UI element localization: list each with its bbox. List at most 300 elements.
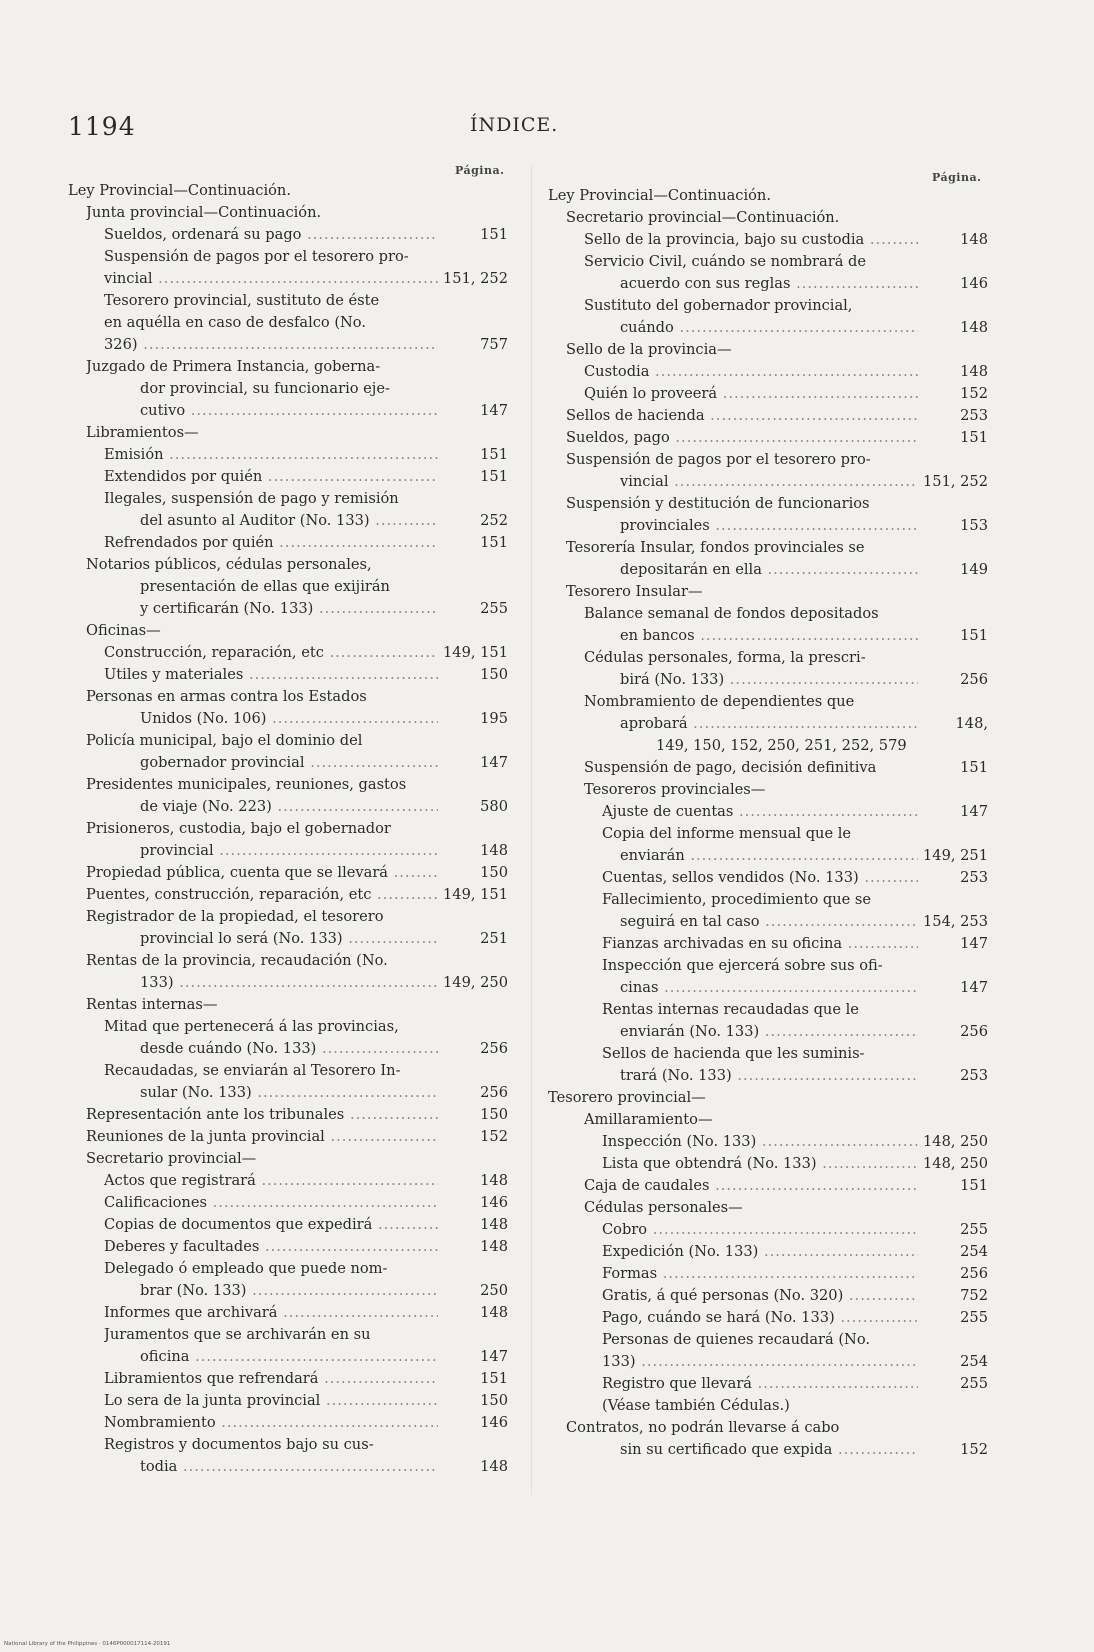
entry-text: sular (No. 133) ..... [140,1082,438,1104]
index-entry [548,471,988,493]
entry-text: brar (No. 133) ..... [140,1280,438,1302]
index-entry [548,999,988,1021]
index-entry [548,361,988,383]
entry-text: Sellos de hacienda que les suminis- [602,1045,865,1062]
index-entry [548,1307,988,1329]
index-entry [548,1065,988,1087]
entry-text: Construcción, reparación, etc ..... [104,642,438,664]
entry-text: Recaudadas, se enviarán al Tesorero In- [104,1062,401,1079]
entry-page-ref: 153 [956,515,988,537]
entry-text: Suspensión y destitución de funcionarios [566,495,870,512]
entry-text: Caja de caudales ..... [584,1175,918,1197]
entry-page-ref: 255 [956,1373,988,1395]
entry-text: Reuniones de la junta provincial ..... [86,1126,438,1148]
entry-page-ref: 256 [956,1263,988,1285]
entry-text: Sello de la provincia— [566,341,732,358]
index-entry [548,1109,988,1131]
index-entry [548,977,988,999]
index-entry [68,884,508,906]
index-entry [548,1373,988,1395]
entry-page-ref: 150 [476,1390,508,1412]
entry-text: aprobará ..... [620,713,918,735]
entry-page-ref: 148, [952,713,989,735]
entry-text: Libramientos— [86,424,199,441]
entry-text: Lo sera de la junta provincial ..... [104,1390,438,1412]
entry-text: desde cuándo (No. 133) ..... [140,1038,438,1060]
entry-text: todia ..... [140,1456,438,1478]
index-entry [548,537,988,559]
index-entry [548,845,988,867]
index-entry [68,268,508,290]
index-entry [68,444,508,466]
entry-page-ref: 148 [476,1170,508,1192]
entry-text: cinas ..... [620,977,918,999]
index-entry [68,620,508,642]
entry-page-ref: 154, 253 [919,911,988,933]
index-entry [68,246,508,268]
entry-page-ref: 151 [476,1368,508,1390]
entry-page-ref: 253 [956,867,988,889]
index-entry [68,1258,508,1280]
index-entry [548,427,988,449]
index-entry [68,1412,508,1434]
entry-page-ref: 256 [476,1082,508,1104]
entry-page-ref: 580 [476,796,508,818]
entry-text: Sueldos, ordenará su pago ..... [104,224,438,246]
index-entry [68,906,508,928]
entry-text: Quién lo proveerá ..... [584,383,918,405]
entry-text: Rentas internas recaudadas que le [602,1001,859,1018]
index-entry [548,735,988,757]
entry-text: de viaje (No. 223) ..... [140,796,438,818]
index-column-right [548,185,988,1461]
index-entry [548,383,988,405]
entry-text: 326) ..... [104,334,438,356]
index-entry [68,1170,508,1192]
entry-page-ref: 255 [476,598,508,620]
index-entry [548,273,988,295]
index-entry [548,1241,988,1263]
entry-page-ref: 147 [476,1346,508,1368]
entry-page-ref: 148, 250 [919,1153,988,1175]
entry-page-ref: 253 [956,1065,988,1087]
index-entry [68,576,508,598]
entry-page-ref: 146 [956,273,988,295]
entry-text: Lista que obtendrá (No. 133) ..... [602,1153,918,1175]
index-entry [68,1214,508,1236]
entry-text: trará (No. 133) ..... [620,1065,918,1087]
entry-text: Registro que llevará ..... [602,1373,918,1395]
index-entry [548,889,988,911]
entry-page-ref: 148 [956,361,988,383]
index-entry [68,1038,508,1060]
entry-text: Nombramiento ..... [104,1412,438,1434]
entry-page-ref: 254 [956,1351,988,1373]
entry-text: Fallecimiento, procedimiento que se [602,891,872,908]
entry-text: presentación de ellas que exijirán [140,578,390,595]
index-entry [68,554,508,576]
entry-text: Suspensión de pago, decisión definitiva [584,759,877,776]
entry-page-ref: 256 [476,1038,508,1060]
entry-page-ref: 146 [476,1192,508,1214]
entry-page-ref: 148 [476,840,508,862]
entry-page-ref: 255 [956,1307,988,1329]
entry-page-ref: 251 [476,928,508,950]
entry-text: Utiles y materiales ..... [104,664,438,686]
entry-page-ref: 152 [476,1126,508,1148]
entry-text: birá (No. 133) ..... [620,669,918,691]
index-entry [68,312,508,334]
entry-text: gobernador provincial ..... [140,752,438,774]
entry-page-ref: 148 [476,1302,508,1324]
index-entry [68,818,508,840]
entry-text: Calificaciones ..... [104,1192,438,1214]
entry-page-ref: 147 [476,400,508,422]
entry-text: Ley Provincial—Continuación. [548,187,771,204]
index-entry [548,1395,988,1417]
entry-text: Balance semanal de fondos depositados [584,605,879,622]
entry-page-ref: 151 [956,427,988,449]
entry-text: Cédulas personales— [584,1199,743,1216]
index-entry [548,801,988,823]
entry-text: Delegado ó empleado que puede nom- [104,1260,388,1277]
index-entry [68,928,508,950]
entry-text: Rentas internas— [86,996,218,1013]
entry-page-ref: 757 [476,334,508,356]
index-entry [548,933,988,955]
index-entry [68,1302,508,1324]
entry-text: Custodia ..... [584,361,918,383]
index-entry [548,1021,988,1043]
entry-page-ref: 252 [476,510,508,532]
entry-text: vincial ..... [620,471,918,493]
entry-text: Formas ..... [602,1263,918,1285]
index-entry [68,862,508,884]
index-entry [68,1280,508,1302]
entry-text: 133) ..... [602,1351,918,1373]
entry-text: seguirá en tal caso ..... [620,911,918,933]
entry-page-ref: 255 [956,1219,988,1241]
entry-text: Tesorero provincial, sustituto de éste [104,292,380,309]
entry-page-ref: 149, 250 [439,972,508,994]
index-entry [548,295,988,317]
entry-page-ref: 150 [476,664,508,686]
index-entry [68,796,508,818]
entry-page-ref: 151, 252 [919,471,988,493]
entry-text: dor provincial, su funcionario eje- [140,380,390,397]
entry-text: Cuentas, sellos vendidos (No. 133) ..... [602,867,918,889]
index-entry [548,1043,988,1065]
index-entry [68,422,508,444]
entry-text: Secretario provincial— [86,1150,257,1167]
entry-page-ref: 147 [956,933,988,955]
entry-page-ref: 146 [476,1412,508,1434]
entry-page-ref: 148 [476,1236,508,1258]
index-entry [548,207,988,229]
entry-text: Ilegales, suspensión de pago y remisión [104,490,399,507]
entry-page-ref: 254 [956,1241,988,1263]
running-head-title: ÍNDICE. [470,114,559,136]
index-entry [68,774,508,796]
entry-text: Sellos de hacienda ..... [566,405,918,427]
entry-page-ref: 149 [956,559,988,581]
index-entry [548,405,988,427]
index-entry [548,823,988,845]
entry-page-ref: 149, 151 [439,884,508,906]
entry-page-ref: 148 [956,229,988,251]
entry-text: Representación ante los tribunales ..... [86,1104,438,1126]
entry-text: Rentas de la provincia, recaudación (No. [86,952,388,969]
entry-page-ref: 149, 251 [919,845,988,867]
index-entry [68,1016,508,1038]
entry-text: Sueldos, pago ..... [566,427,918,449]
entry-page-ref: 148, 250 [919,1131,988,1153]
entry-text: Cobro ..... [602,1219,918,1241]
index-entry [68,378,508,400]
entry-text: provinciales ..... [620,515,918,537]
entry-text: Personas de quienes recaudará (No. [602,1331,870,1348]
entry-page-ref: 195 [476,708,508,730]
entry-text: del asunto al Auditor (No. 133) ..... [140,510,438,532]
index-entry [68,356,508,378]
index-entry [68,532,508,554]
entry-page-ref: 151 [476,532,508,554]
index-entry [68,400,508,422]
index-entry [548,515,988,537]
column-divider [531,165,532,1495]
index-entry [68,752,508,774]
index-entry [548,1219,988,1241]
index-entry [68,1236,508,1258]
entry-text: Copias de documentos que expedirá ..... [104,1214,438,1236]
index-entry [548,1175,988,1197]
index-entry [68,598,508,620]
index-entry [68,1060,508,1082]
entry-page-ref: 752 [956,1285,988,1307]
entry-text: Inspección que ejercerá sobre sus ofi- [602,957,883,974]
entry-page-ref: 151 [956,757,988,779]
index-entry [548,251,988,273]
index-entry [68,1192,508,1214]
entry-text: Policía municipal, bajo el dominio del [86,732,363,749]
entry-text: Suspensión de pagos por el tesorero pro- [566,451,871,468]
index-entry [68,224,508,246]
entry-text: Sello de la provincia, bajo su custodia ..... [584,229,918,251]
entry-text: enviarán ..... [620,845,918,867]
entry-text: Notarios públicos, cédulas personales, [86,556,372,573]
entry-text: Fianzas archivadas en su oficina ..... [602,933,918,955]
index-entry [68,1368,508,1390]
entry-text: Sustituto del gobernador provincial, [584,297,853,314]
index-entry [68,466,508,488]
index-entry [68,1126,508,1148]
entry-text: Libramientos que refrendará ..... [104,1368,438,1390]
entry-text: Prisioneros, custodia, bajo el gobernador [86,820,391,837]
entry-text: Propiedad pública, cuenta que se llevará ..... [86,862,438,884]
entry-text: Tesoreros provinciales— [584,781,766,798]
index-entry [548,1351,988,1373]
index-entry [548,669,988,691]
index-entry [548,757,988,779]
entry-page-ref: 151, 252 [439,268,508,290]
entry-text: y certificarán (No. 133) ..... [140,598,438,620]
entry-text: Nombramiento de dependientes que [584,693,855,710]
entry-page-ref: 250 [476,1280,508,1302]
entry-text: Servicio Civil, cuándo se nombrará de [584,253,867,270]
entry-text: Secretario provincial—Continuación. [566,209,840,226]
entry-text: Contratos, no podrán llevarse á cabo [566,1419,840,1436]
entry-text: Refrendados por quién ..... [104,532,438,554]
index-entry [548,691,988,713]
index-entry [68,686,508,708]
entry-text: provincial ..... [140,840,438,862]
entry-text: (Véase también Cédulas.) [602,1397,790,1414]
entry-page-ref: 148 [476,1214,508,1236]
entry-text: Gratis, á qué personas (No. 320) ..... [602,1285,918,1307]
index-entry [548,1263,988,1285]
entry-text: Actos que registrará ..... [104,1170,438,1192]
entry-text: Emisión ..... [104,444,438,466]
entry-text: oficina ..... [140,1346,438,1368]
entry-page-ref: 256 [956,1021,988,1043]
entry-text: Juramentos que se archivarán en su [104,1326,371,1343]
entry-text: Registros y documentos bajo su cus- [104,1436,374,1453]
index-entry [68,972,508,994]
entry-text: Unidos (No. 106) ..... [140,708,438,730]
entry-page-ref: 152 [956,383,988,405]
entry-page-ref: 152 [956,1439,988,1461]
entry-text: Juzgado de Primera Instancia, goberna- [86,358,381,375]
entry-text: Presidentes municipales, reuniones, gastos [86,776,407,793]
entry-page-ref: 256 [956,669,988,691]
index-entry [68,1390,508,1412]
entry-text: Puentes, construcción, reparación, etc ..... [86,884,438,906]
index-entry [548,1131,988,1153]
entry-text: sin su certificado que expida ..... [620,1439,918,1461]
index-entry [68,1434,508,1456]
entry-page-ref: 150 [476,862,508,884]
index-entry [68,1456,508,1478]
index-entry [68,510,508,532]
index-entry [68,290,508,312]
entry-page-ref: 149, 151 [439,642,508,664]
entry-text: cutivo ..... [140,400,438,422]
index-entry [68,1148,508,1170]
index-entry [548,1329,988,1351]
index-entry [548,317,988,339]
index-entry [548,449,988,471]
entry-text: 149, 150, 152, 250, 251, 252, 579 [656,737,907,754]
index-entry [548,1087,988,1109]
entry-text: Deberes y facultades ..... [104,1236,438,1258]
entry-text: provincial lo será (No. 133) ..... [140,928,438,950]
index-entry [68,1104,508,1126]
entry-text: Informes que archivará ..... [104,1302,438,1324]
entry-page-ref: 253 [956,405,988,427]
entry-text: Junta provincial—Continuación. [86,204,322,221]
entry-page-ref: 147 [956,801,988,823]
entry-text: Tesorería Insular, fondos provinciales se [566,539,865,556]
entry-text: Suspensión de pagos por el tesorero pro- [104,248,409,265]
index-entry [548,493,988,515]
entry-text: Pago, cuándo se hará (No. 133) ..... [602,1307,918,1329]
index-entry [548,339,988,361]
index-entry [548,779,988,801]
index-entry [548,625,988,647]
index-entry [548,1197,988,1219]
entry-text: acuerdo con sus reglas ..... [620,273,918,295]
index-entry [68,642,508,664]
index-entry [68,202,508,224]
entry-text: depositarán en ella ..... [620,559,918,581]
page-number: 1194 [68,112,136,141]
entry-text: Registrador de la propiedad, el tesorero [86,908,384,925]
index-entry [548,603,988,625]
entry-text: en bancos ..... [620,625,918,647]
entry-page-ref: 147 [956,977,988,999]
index-entry [548,1153,988,1175]
index-entry [68,708,508,730]
index-entry [548,1285,988,1307]
entry-text: Tesorero provincial— [548,1089,706,1106]
entry-text: Ley Provincial—Continuación. [68,182,291,199]
index-entry [548,867,988,889]
index-entry [68,1346,508,1368]
index-entry [548,229,988,251]
index-entry [548,1439,988,1461]
index-entry [548,955,988,977]
entry-text: vincial ..... [104,268,438,290]
entry-text: Inspección (No. 133) ..... [602,1131,918,1153]
entry-page-ref: 151 [476,224,508,246]
entry-text: enviarán (No. 133) ..... [620,1021,918,1043]
entry-page-ref: 148 [476,1456,508,1478]
index-entry [68,840,508,862]
entry-page-ref: 147 [476,752,508,774]
index-entry [68,180,508,202]
entry-text: Amillaramiento— [584,1111,713,1128]
index-entry [68,664,508,686]
entry-page-ref: 151 [476,444,508,466]
index-entry [68,1082,508,1104]
entry-text: en aquélla en caso de desfalco (No. [104,314,366,331]
entry-text: Cédulas personales, forma, la prescri- [584,649,866,666]
index-entry [68,950,508,972]
entry-text: Personas en armas contra los Estados [86,688,367,705]
entry-page-ref: 148 [956,317,988,339]
index-entry [548,581,988,603]
entry-text: Oficinas— [86,622,161,639]
index-entry [68,1324,508,1346]
page-column-label-right: Página. [932,171,982,184]
index-entry [68,730,508,752]
index-entry [68,488,508,510]
entry-text: Extendidos por quién ..... [104,466,438,488]
entry-text: Mitad que pertenecerá á las provincias, [104,1018,399,1035]
index-column-left [68,180,508,1478]
index-entry [548,559,988,581]
entry-text: Copia del informe mensual que le [602,825,852,842]
index-entry [68,994,508,1016]
entry-page-ref: 150 [476,1104,508,1126]
index-entry [548,911,988,933]
index-entry [548,1417,988,1439]
page-column-label-left: Página. [455,164,505,177]
index-entry [548,713,988,735]
entry-text: Ajuste de cuentas ..... [602,801,918,823]
index-entry [68,334,508,356]
entry-text: Tesorero Insular— [566,583,703,600]
